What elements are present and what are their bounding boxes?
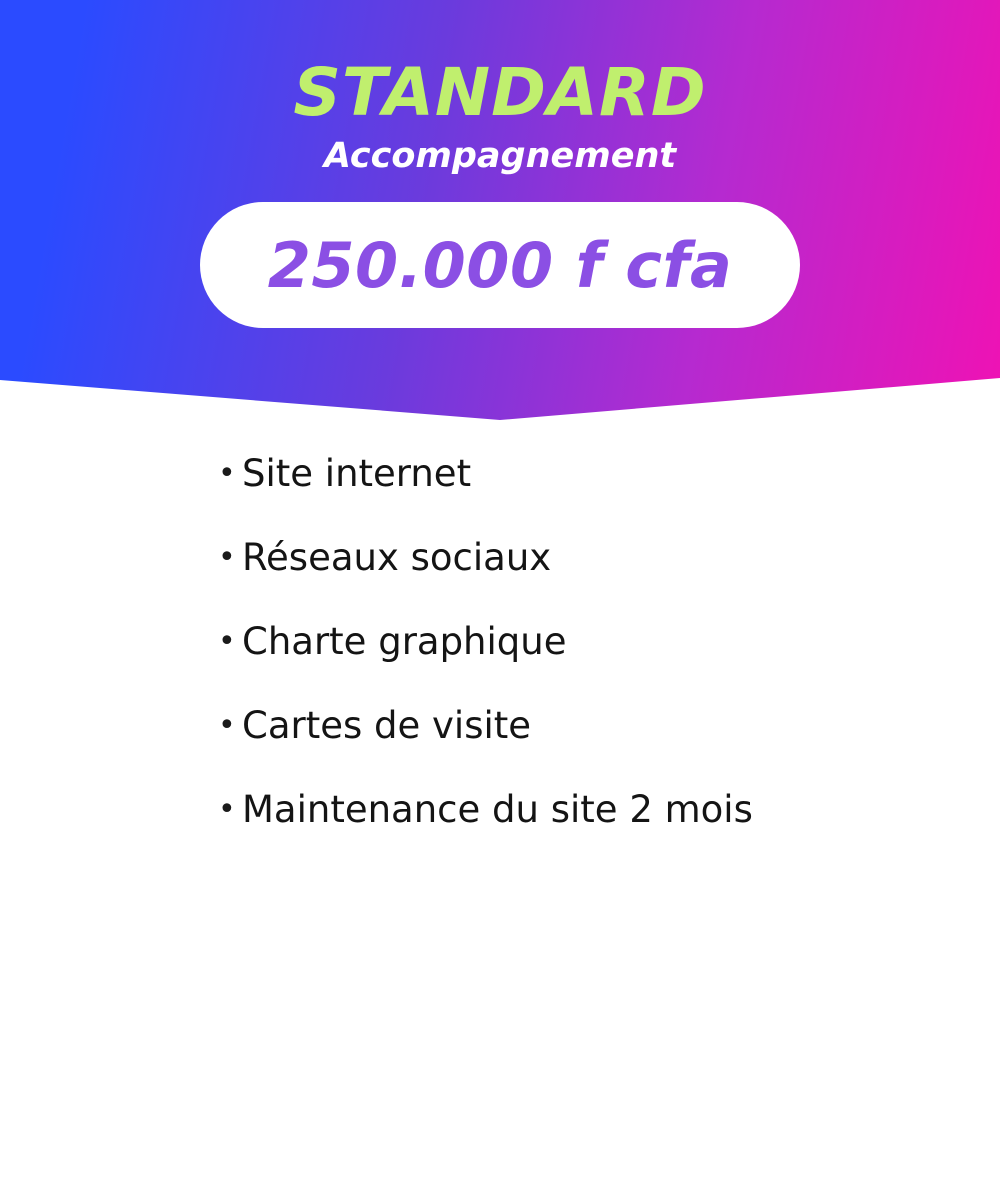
feature-label: Réseaux sociaux [242,536,552,579]
bullet-icon: • [218,540,236,575]
pricing-card-header-content [0,0,1000,176]
list-item [0,452,1000,536]
feature-label: Cartes de visite [242,704,532,747]
feature-label: Maintenance du site 2 mois [242,788,753,831]
plan-name: STANDARD [293,54,707,131]
feature-label: Site internet [242,452,472,495]
feature-label: Charte graphique [242,620,567,663]
price-value: 250.000 f cfa [267,228,733,302]
bullet-icon: • [218,792,236,827]
bullet-icon: • [218,456,236,491]
list-item [0,704,1000,788]
bullet-icon: • [218,624,236,659]
plan-subtitle: Accompagnement [323,136,677,177]
list-item [0,620,1000,704]
price-pill [200,202,800,328]
bullet-icon: • [218,708,236,743]
features-list [0,452,1000,872]
list-item [0,536,1000,620]
list-item [0,788,1000,872]
